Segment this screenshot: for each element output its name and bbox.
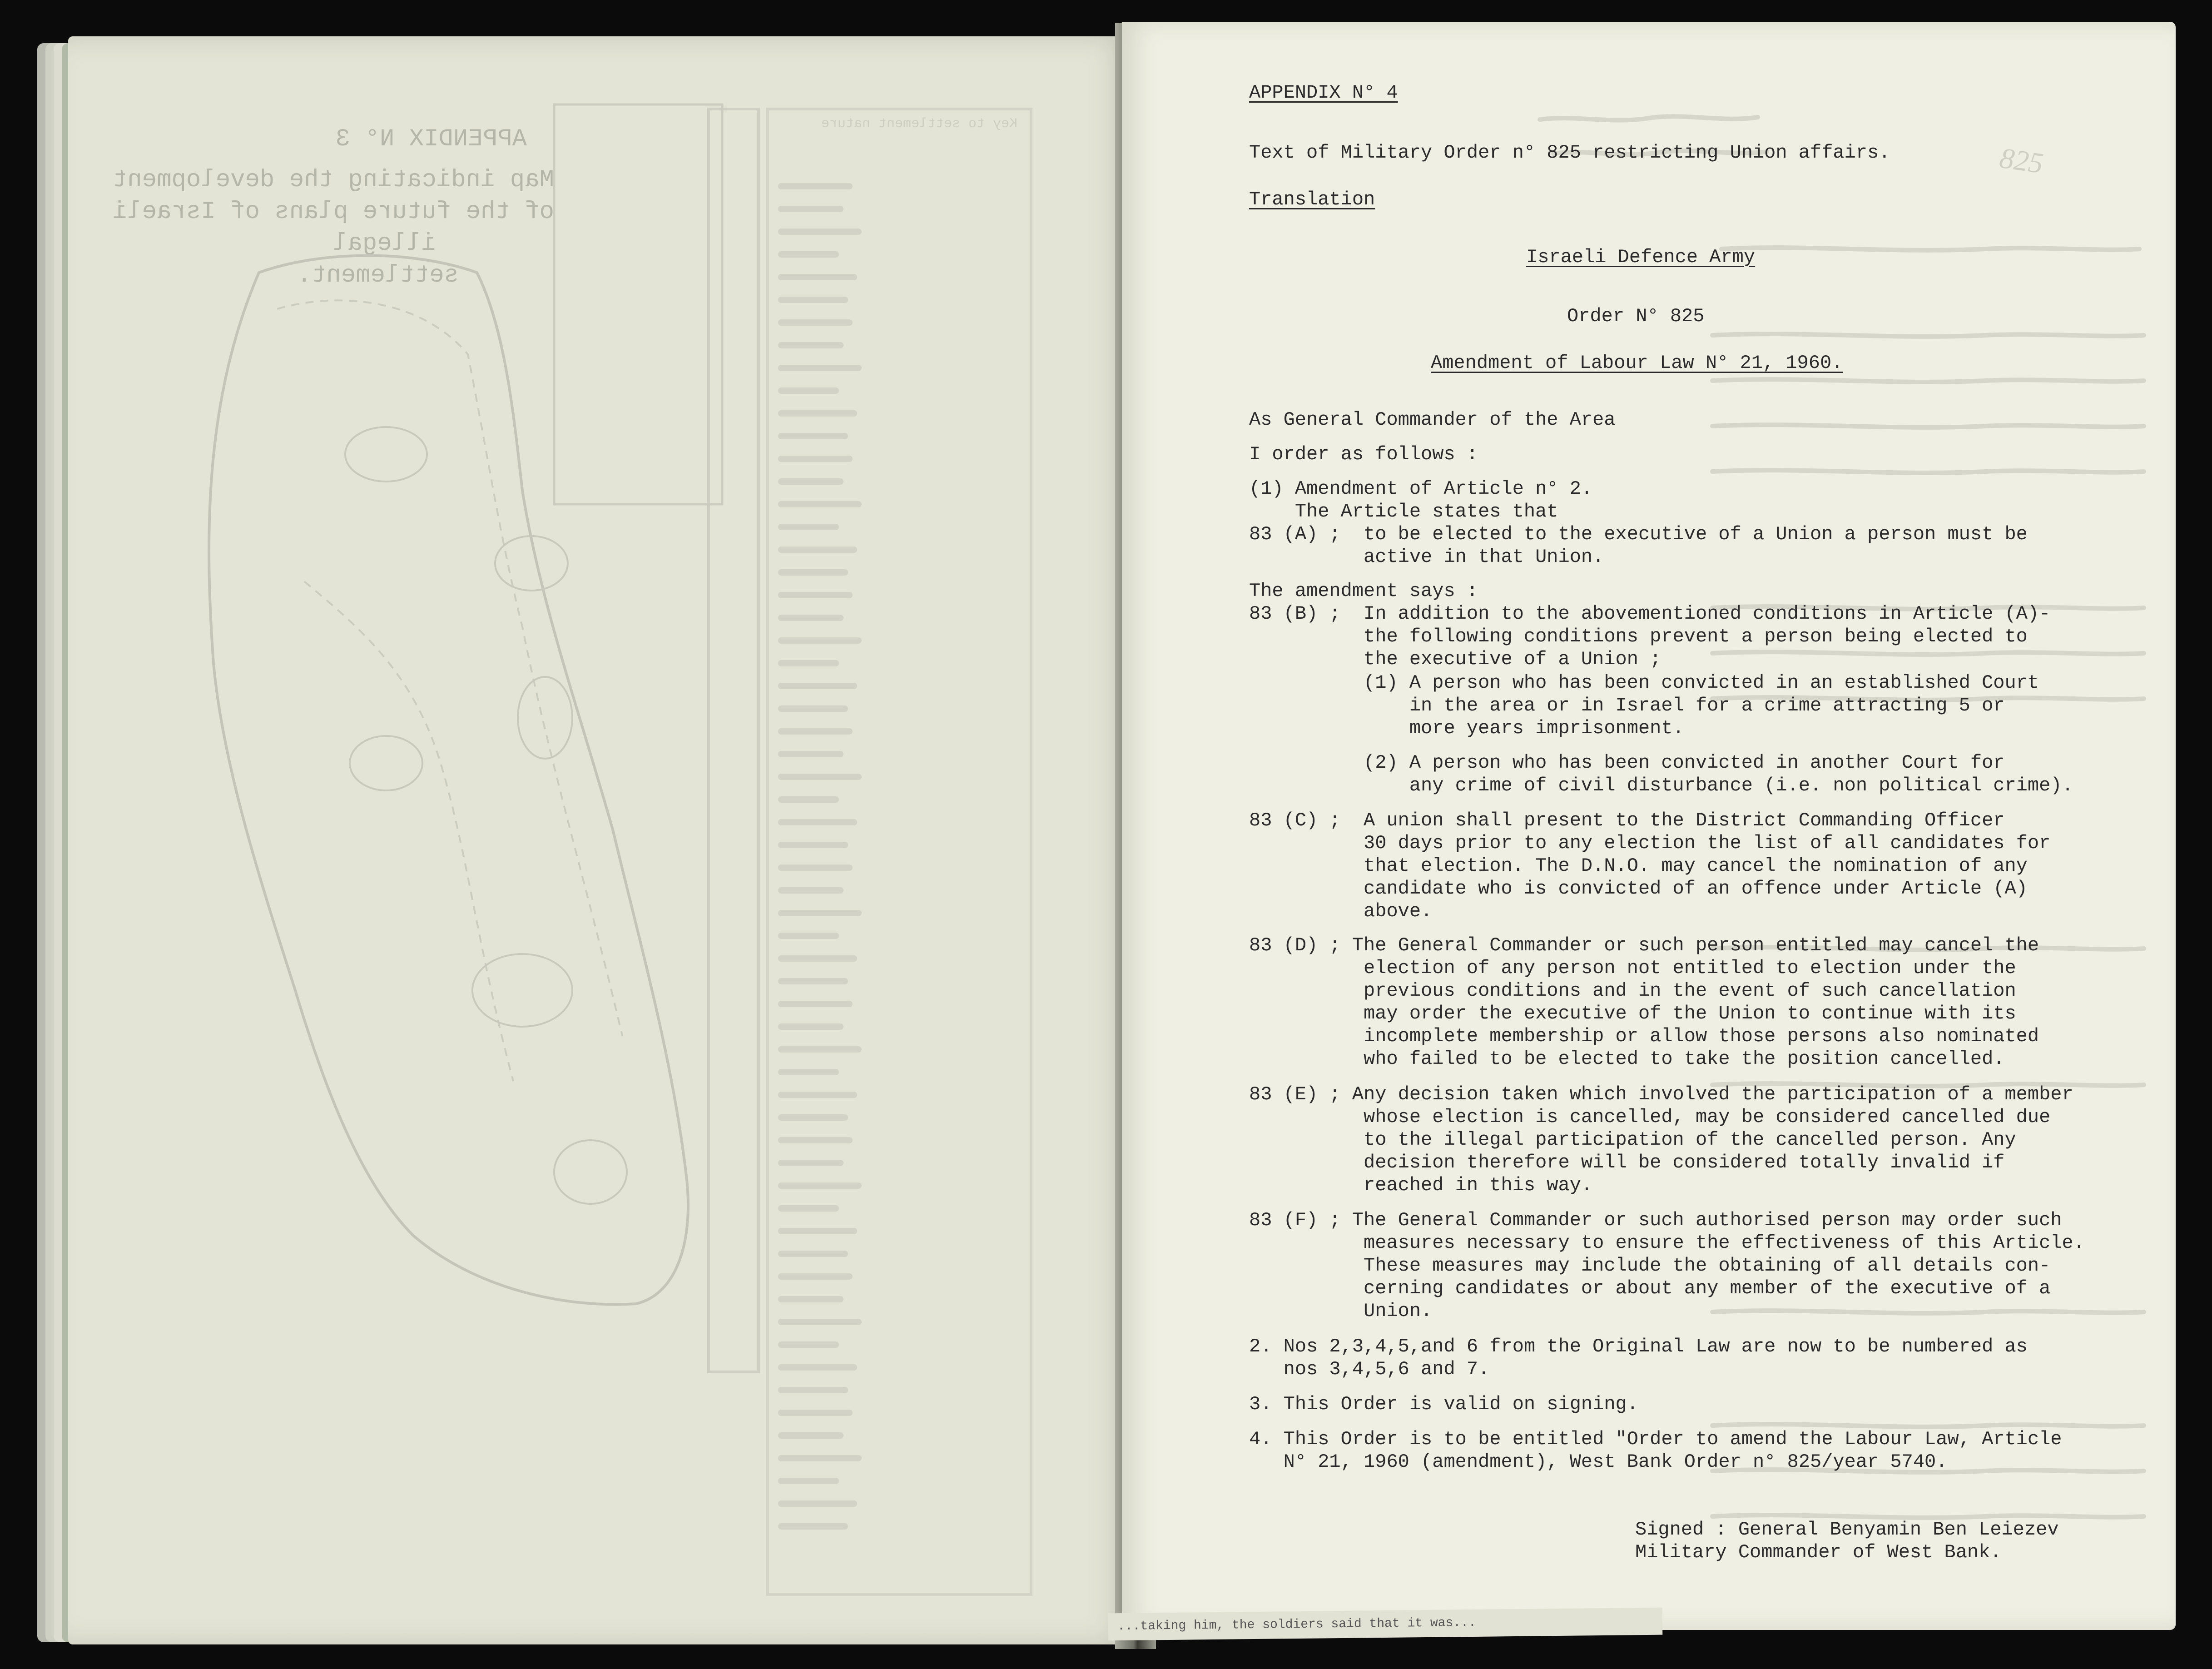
clause-line: (2) A person who has been convicted in another Court for: [1249, 752, 2005, 774]
clause-line: may order the executive of the Union to continue with its: [1249, 1003, 2016, 1024]
underlying-page-strip: ...taking him, the soldiers said that it was...: [1108, 1608, 1663, 1641]
clause-line: 83 (D) ; The General Commander or such person entitled may cancel the: [1249, 934, 2039, 956]
clause-line: 4. This Order is to be entitled "Order to amend the Labour Law, Article: [1249, 1428, 2062, 1450]
order-title: Amendment of Labour Law N° 21, 1960.: [1431, 352, 1843, 374]
clause-line: (1) A person who has been convicted in an established Court: [1249, 672, 2039, 694]
clause-line: 83 (C) ; A union shall present to the District Commanding Officer: [1249, 810, 2005, 831]
clause-line: 30 days prior to any election the list of all candidates for: [1249, 832, 2051, 854]
handwritten-note: 825: [1998, 141, 2045, 180]
clause-line: measures necessary to ensure the effectiveness of this Article.: [1249, 1232, 2085, 1254]
right-page: [1122, 22, 2176, 1630]
clause-line: Union.: [1249, 1300, 1433, 1322]
ghost-title: APPENDIX N° 3: [335, 125, 527, 153]
ghost-legend-title: Key to settlement nature: [821, 116, 1017, 132]
ghost-caption-line: settlement.: [297, 262, 459, 289]
clause-line: above.: [1249, 900, 1433, 922]
clause-line: any crime of civil disturbance (i.e. non political crime).: [1249, 775, 2073, 796]
clause-line: the executive of a Union ;: [1249, 648, 1661, 670]
clause-line: 83 (E) ; Any decision taken which involved the participation of a member: [1249, 1083, 2073, 1105]
clause-line: nos 3,4,5,6 and 7.: [1249, 1358, 1490, 1380]
map-show-through: [68, 36, 1133, 1644]
translation-heading: Translation: [1249, 189, 1375, 210]
appendix-title: APPENDIX N° 4: [1249, 82, 1398, 104]
clause-line: previous conditions and in the event of such cancellation: [1249, 980, 2016, 1002]
clause-line: that election. The D.N.O. may cancel the nomination of any: [1249, 855, 2028, 877]
issuer-heading: Israeli Defence Army: [1526, 246, 1756, 268]
clause-line: (1) Amendment of Article n° 2.: [1249, 478, 1593, 500]
clause-line: election of any person not entitled to election under the: [1249, 957, 2016, 979]
preamble-line: I order as follows :: [1249, 443, 1478, 465]
clause-line: whose election is cancelled, may be considered cancelled due: [1249, 1106, 2051, 1128]
signature-line: Signed : General Benyamin Ben Leiezev: [1635, 1519, 2059, 1540]
clause-line: reached in this way.: [1249, 1174, 1593, 1196]
clause-line: more years imprisonment.: [1249, 717, 1684, 739]
order-number: Order N° 825: [1567, 305, 1705, 327]
ghost-caption-line: of the future plans of Israeli: [112, 198, 554, 226]
signature-line: Military Commander of West Bank.: [1635, 1541, 2002, 1563]
clause-line: decision therefore will be considered totally invalid if: [1249, 1152, 2005, 1173]
ghost-caption-line: Map indicating the development: [112, 166, 554, 194]
left-page: [68, 36, 1133, 1644]
clause-line: N° 21, 1960 (amendment), West Bank Order n° 825/year 5740.: [1249, 1451, 1948, 1473]
clause-line: to the illegal participation of the cancelled person. Any: [1249, 1129, 2016, 1151]
document-subtitle: Text of Military Order n° 825 restricting Union affairs.: [1249, 142, 1890, 164]
clause-line: candidate who is convicted of an offence under Article (A): [1249, 878, 2028, 899]
clause-line: The amendment says :: [1249, 580, 1478, 602]
clause-line: active in that Union.: [1249, 546, 1604, 568]
clause-line: 83 (F) ; The General Commander or such authorised person may order such: [1249, 1209, 2062, 1231]
clause-line: the following conditions prevent a person being elected to: [1249, 626, 2028, 647]
clause-line: These measures may include the obtaining of all details con-: [1249, 1255, 2051, 1277]
clause-line: 83 (B) ; In addition to the abovementioned conditions in Article (A)-: [1249, 603, 2051, 625]
ghost-caption-line: illegal: [333, 230, 436, 258]
clause-line: The Article states that: [1249, 501, 1558, 522]
preamble-line: As General Commander of the Area: [1249, 409, 1616, 431]
clause-line: incomplete membership or allow those persons also nominated: [1249, 1025, 2039, 1047]
clause-line: who failed to be elected to take the position cancelled.: [1249, 1048, 2005, 1070]
clause-line: 83 (A) ; to be elected to the executive of a Union a person must be: [1249, 523, 2028, 545]
clause-line: cerning candidates or about any member of the executive of a: [1249, 1277, 2051, 1299]
clause-line: 3. This Order is valid on signing.: [1249, 1393, 1638, 1415]
clause-line: 2. Nos 2,3,4,5,and 6 from the Original Law are now to be numbered as: [1249, 1336, 2028, 1357]
clause-line: in the area or in Israel for a crime attracting 5 or: [1249, 695, 2005, 716]
